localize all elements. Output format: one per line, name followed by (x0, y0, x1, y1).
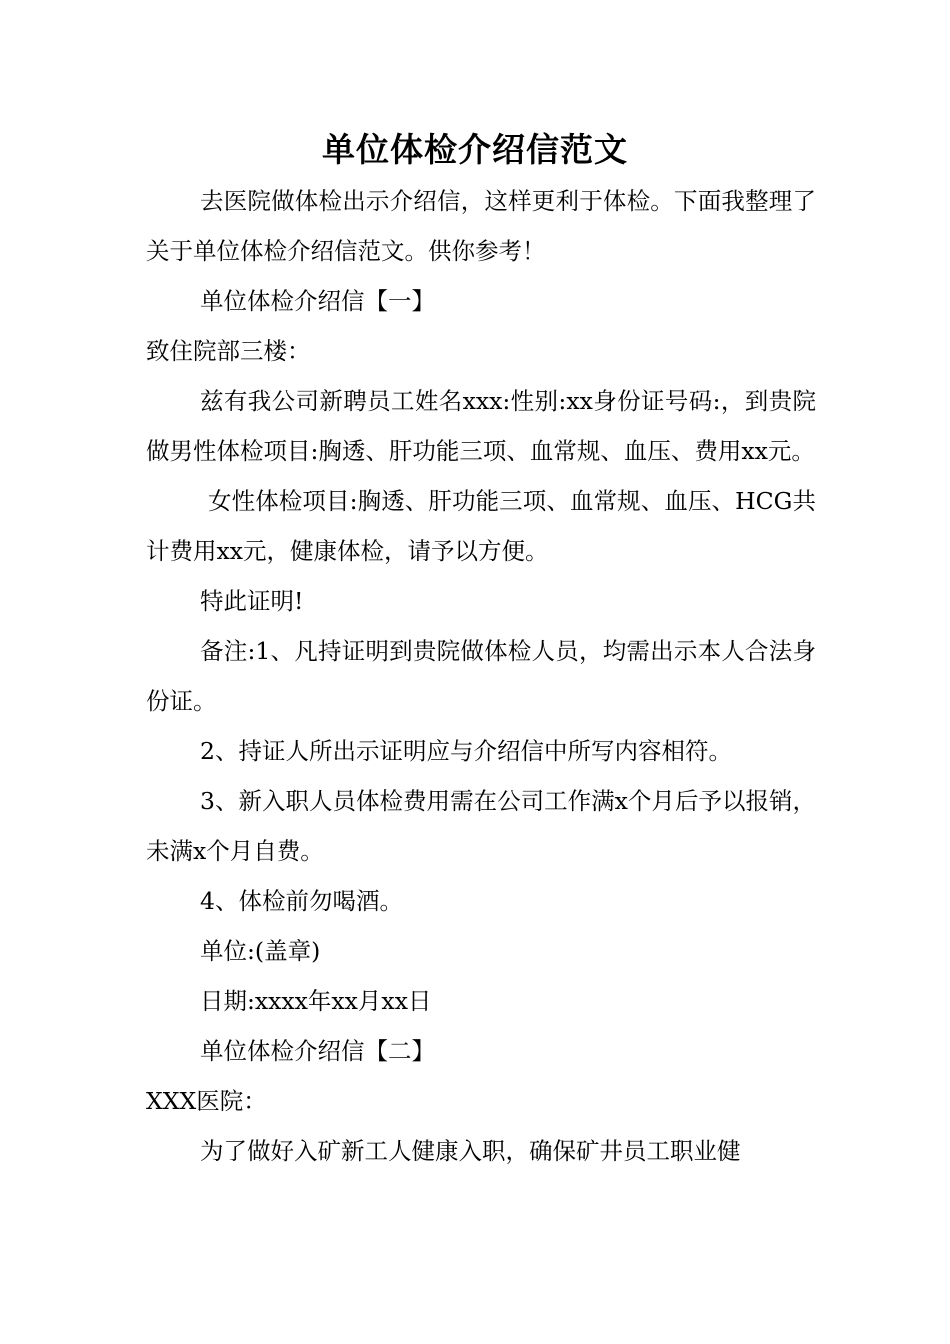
body-paragraph: 兹有我公司新聘员工姓名xxx:性别:xx身份证号码:，到贵院做男性体检项目:胸透、肝功能三项、血常规、血压、费用xx元。 (146, 387, 816, 465)
note-paragraph: 4、体检前勿喝酒。 (200, 887, 403, 915)
document-body (146, 176, 816, 1176)
salutation-1: 致住院部三楼： (146, 337, 311, 365)
date-line: 日期:xxxx年xx月xx日 (200, 987, 432, 1015)
body-paragraph: 为了做好入矿新工人健康入职，确保矿井员工职业健 (200, 1137, 741, 1165)
document-title: 单位体检介绍信范文 (322, 130, 628, 169)
certification-line: 特此证明! (200, 587, 304, 615)
salutation-2: XXX医院： (146, 1087, 267, 1115)
section-heading-2: 单位体检介绍信【二】 (200, 1037, 435, 1065)
intro-paragraph: 去医院做体检出示介绍信，这样更利于体检。下面我整理了关于单位体检介绍信范文。供你参考！ (146, 187, 816, 265)
note-paragraph: 3、新入职人员体检费用需在公司工作满x个月后予以报销，未满x个月自费。 (146, 787, 816, 865)
section-heading-1: 单位体检介绍信【一】 (200, 287, 435, 315)
body-paragraph: 女性体检项目:胸透、肝功能三项、血常规、血压、HCG共计费用xx元，健康体检，请予以方便。 (146, 487, 816, 565)
seal-line: 单位:(盖章) (200, 937, 321, 965)
note-paragraph: 备注:1、凡持证明到贵院做体检人员，均需出示本人合法身份证。 (146, 637, 816, 715)
note-paragraph: 2、持证人所出示证明应与介绍信中所写内容相符。 (200, 737, 732, 765)
